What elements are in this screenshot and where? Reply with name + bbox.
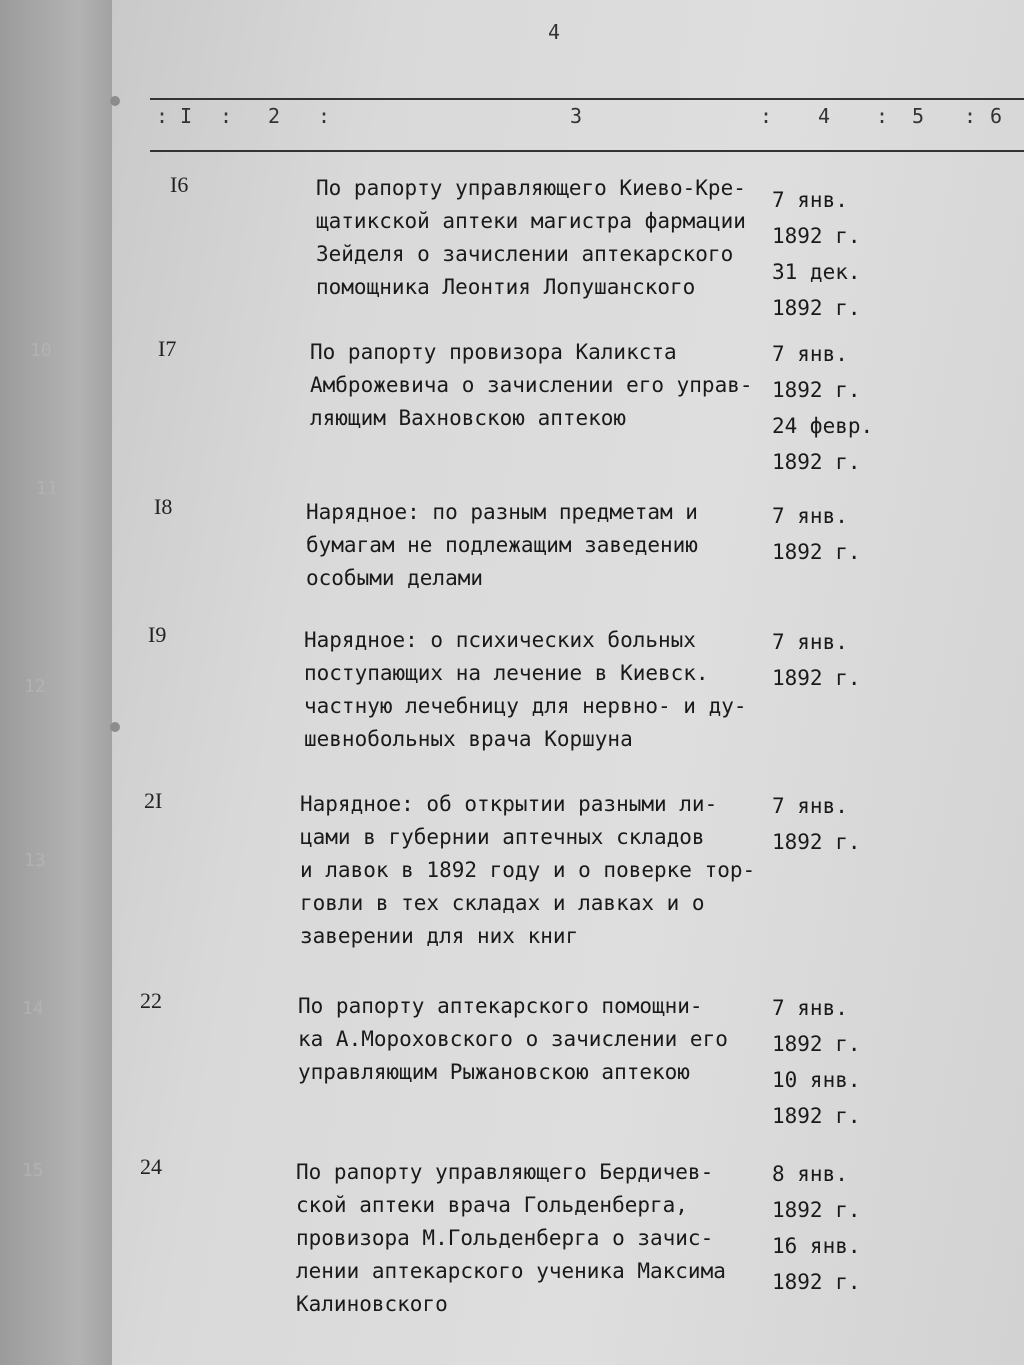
description-line: бумагам не подлежащим заведению [306, 533, 698, 557]
header-separator: : [318, 104, 332, 128]
header-separator: : [760, 104, 774, 128]
entry-number: 2I [144, 788, 163, 813]
entry-number: 22 [140, 988, 162, 1013]
bleed-through-mark: 14 [22, 998, 44, 1019]
header-separator: : [156, 104, 170, 128]
description-line: Нарядное: о психических больных [304, 628, 696, 652]
description-line: Зейделя о зачислении аптекарского [316, 242, 734, 266]
description-line: лении аптекарского ученика Максима [296, 1259, 726, 1283]
description-line: Нарядное: об открытии разными ли- [300, 792, 718, 816]
header-col-5: 5 [912, 104, 926, 128]
bleed-through-mark: 13 [24, 850, 46, 871]
entry-number: I7 [158, 336, 177, 361]
date-line: 31 дек. [772, 260, 861, 284]
description-line: поступающих на лечение в Киевск. [304, 661, 709, 685]
date-line: 1892 г. [772, 378, 861, 402]
header-separator: : [220, 104, 234, 128]
entry-dates [772, 624, 861, 696]
date-line: 7 янв. [772, 342, 848, 366]
date-line: 8 янв. [772, 1162, 848, 1186]
entry-number: I8 [154, 494, 173, 519]
description-line: говли в тех складах и лавках и о [300, 891, 705, 915]
entry-description [298, 990, 778, 1089]
date-line: 7 янв. [772, 630, 848, 654]
header-col-2: 2 [268, 104, 282, 128]
description-line: помощника Леонтия Лопушанского [316, 275, 696, 299]
description-line: особыми делами [306, 566, 484, 590]
header-separator: : [964, 104, 978, 128]
description-line: По рапорту управляющего Киево-Кре- [316, 176, 746, 200]
entry-dates [772, 788, 861, 860]
entry-dates [772, 336, 873, 480]
description-line: цами в губернии аптечных складов [300, 825, 705, 849]
entry-dates [772, 990, 861, 1134]
bleed-through-mark: 15 [22, 1160, 44, 1181]
date-line: 7 янв. [772, 188, 848, 212]
description-line: заверении для них книг [300, 924, 579, 948]
header-separator: : [876, 104, 890, 128]
date-line: 1892 г. [772, 224, 861, 248]
date-line: 7 янв. [772, 794, 848, 818]
description-line: управляющим Рыжановскою аптекою [298, 1060, 690, 1084]
description-line: По рапорту управляющего Бердичев- [296, 1160, 714, 1184]
entry-number: I9 [148, 622, 167, 647]
header-col-1: I [180, 104, 194, 128]
binding-hole [110, 96, 120, 106]
bleed-through-mark: 11 [36, 478, 58, 499]
date-line: 1892 г. [772, 1104, 861, 1128]
entry-description [296, 1156, 776, 1321]
header-rule-bottom [150, 150, 1024, 152]
description-line: щатикской аптеки магистра фармации [316, 209, 746, 233]
date-line: 1892 г. [772, 1270, 861, 1294]
bleed-through-mark: 10 [30, 340, 52, 361]
description-line: По рапорту аптекарского помощни- [298, 994, 703, 1018]
description-line: шевнобольных врача Коршуна [304, 727, 633, 751]
date-line: 1892 г. [772, 666, 861, 690]
binding-hole [110, 722, 120, 732]
header-col-4: 4 [818, 104, 832, 128]
description-line: Калиновского [296, 1292, 448, 1316]
date-line: 10 янв. [772, 1068, 861, 1092]
date-line: 1892 г. [772, 1198, 861, 1222]
entry-dates [772, 1156, 861, 1300]
date-line: 7 янв. [772, 504, 848, 528]
entry-dates [772, 498, 861, 570]
date-line: 1892 г. [772, 450, 861, 474]
date-line: 1892 г. [772, 540, 861, 564]
description-line: и лавок в 1892 году и о поверке тор- [300, 858, 756, 882]
header-col-3: 3 [570, 104, 584, 128]
description-line: Нарядное: по разным предметам и [306, 500, 698, 524]
entry-description [300, 788, 780, 953]
date-line: 1892 г. [772, 830, 861, 854]
description-line: По рапорту провизора Каликста [310, 340, 677, 364]
entry-description [304, 624, 784, 756]
header-rule-top [150, 98, 1024, 100]
entry-number: I6 [170, 172, 189, 197]
date-line: 1892 г. [772, 1032, 861, 1056]
page-number: 4 [548, 20, 561, 44]
date-line: 24 февр. [772, 414, 874, 438]
entry-dates [772, 182, 861, 326]
date-line: 1892 г. [772, 296, 861, 320]
date-line: 7 янв. [772, 996, 848, 1020]
date-line: 16 янв. [772, 1234, 861, 1258]
description-line: частную лечебницу для нервно- и ду- [304, 694, 747, 718]
description-line: ской аптеки врача Гольденберга, [296, 1193, 688, 1217]
description-line: провизора М.Гольденберга о зачис- [296, 1226, 714, 1250]
description-line: ляющим Вахновскою аптекою [310, 406, 627, 430]
description-line: ка А.Мороховского о зачислении его [298, 1027, 728, 1051]
entry-number: 24 [140, 1154, 162, 1179]
header-col-6: 6 [990, 104, 1004, 128]
entry-description [316, 172, 796, 304]
entry-description [310, 336, 790, 435]
bleed-through-mark: 12 [24, 676, 46, 697]
description-line: Амброжевича о зачислении его управ- [310, 373, 753, 397]
entry-description [306, 496, 786, 595]
binding-edge [0, 0, 112, 1365]
